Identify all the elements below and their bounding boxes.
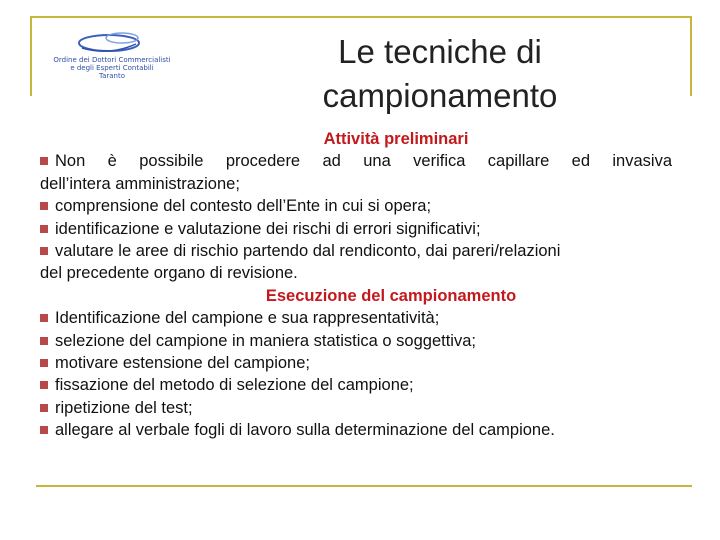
item-text: motivare estensione del campione; [55, 354, 310, 373]
logo-line-3: Taranto [98, 72, 126, 80]
list-item [40, 330, 672, 352]
list-item-continuation: dell’intera amministrazione; [40, 174, 240, 193]
bullet-icon [40, 225, 48, 233]
logo-swoosh-icon [74, 30, 144, 56]
item-text: Identificazione del campione e sua rappresentatività; [55, 309, 440, 328]
logo-caption [50, 56, 174, 80]
bullet-icon [40, 337, 48, 345]
item-text: selezione del campione in maniera statistica o soggettiva; [55, 331, 476, 350]
section-heading-preliminary: Attività preliminari [323, 130, 469, 148]
list-item [40, 374, 672, 396]
bullet-icon [40, 314, 48, 322]
item-text: comprensione del contesto dell’Ente in cui si opera; [55, 197, 432, 216]
item-text: ripetizione del test; [55, 398, 193, 417]
title-line-2: campionamento [322, 77, 558, 114]
list-item [40, 352, 672, 374]
bullet-icon [40, 359, 48, 367]
bottom-rule [36, 485, 692, 487]
list-item [40, 150, 672, 172]
list-item [40, 195, 672, 217]
list-item [40, 307, 672, 329]
slide-title [290, 30, 590, 118]
item-text: allegare al verbale fogli di lavoro sulla determinazione del campione. [55, 421, 555, 440]
bullet-icon [40, 426, 48, 434]
item-text: valutare le aree di rischio partendo dal rendiconto, dai pareri/relazioni [55, 242, 561, 261]
logo [44, 30, 174, 85]
bullet-icon [40, 247, 48, 255]
top-rule [30, 16, 692, 18]
item-text: fissazione del metodo di selezione del campione; [55, 376, 414, 395]
list-item [40, 240, 672, 262]
list-item-continuation: del precedente organo di revisione. [40, 264, 298, 283]
title-line-1: Le tecniche di [338, 33, 542, 70]
item-text: Non è possibile procedere ad una verifica capillare ed invasiva [55, 152, 672, 171]
bullet-icon [40, 157, 48, 165]
list-item [40, 419, 672, 441]
list-item [40, 218, 672, 240]
slide-body [40, 128, 672, 442]
bullet-icon [40, 381, 48, 389]
logo-line-2: e degli Esperti Contabili [70, 64, 154, 72]
section-heading-execution: Esecuzione del campionamento [265, 286, 517, 305]
item-text: identificazione e valutazione dei rischi di errori significativi; [55, 219, 481, 238]
bullet-icon [40, 202, 48, 210]
bullet-icon [40, 404, 48, 412]
left-rule [30, 16, 32, 96]
logo-line-1: Ordine dei Dottori Commercialisti [53, 56, 171, 64]
list-item [40, 397, 672, 419]
right-rule [690, 16, 692, 96]
